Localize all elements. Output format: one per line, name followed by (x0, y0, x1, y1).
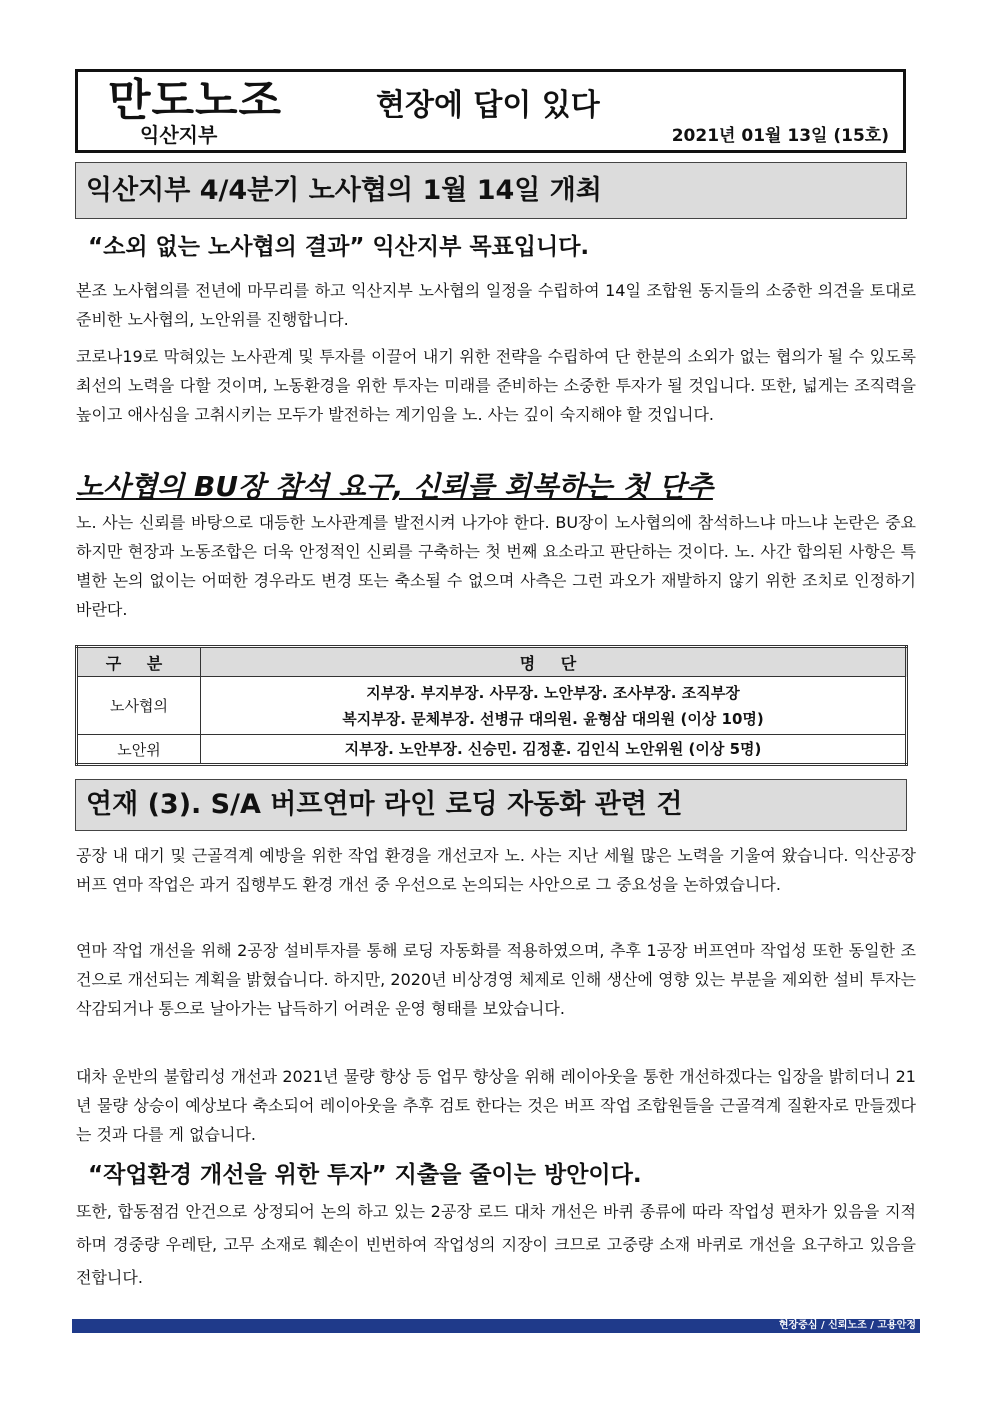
section3-final-paragraph: 또한, 합동점검 안건으로 상정되어 논의 하고 있는 2공장 로드 대차 개선은 바퀴 종류에 따라 작업성 편차가 있음을 지적하며 경중량 우레탄, 고무 소재로 훼손이 빈번하여 작업성의 지장이 크므로 고중량 소재 바퀴로 개선을 요구하고 있음을 전합니다. (76, 1202, 916, 1287)
table-header-row (77, 647, 907, 677)
section3-paragraph-3: 대차 운반의 불합리성 개선과 2021년 물량 향상 등 업무 향상을 위해 레이아웃을 통한 개선하겠다는 입장을 밝히더니 21년 물량 상승이 예상보다 축소되어 레이아웃을 추후 검토 한다는 것은 버프 작업 조합원들을 근골격계 질환자로 만들겠다는 것과 다를 게 없습니다. (76, 1067, 916, 1144)
table-cell-category: 노사협의 (77, 677, 201, 735)
footer-slogan: 현장중심 / 신뢰노조 / 고용안정 (775, 1319, 920, 1333)
table-row (77, 677, 907, 735)
table-cell-names: 지부장. 노안부장. 신승민. 김정훈. 김인식 노안위원 (이상 5명) (201, 735, 907, 765)
section3-paragraph-1: 공장 내 대기 및 근골격계 예방을 위한 작업 환경을 개선코자 노. 사는 지난 세월 많은 노력을 기울여 왔습니다. 익산공장 버프 연마 작업은 과거 집행부도 환경 개선 중 우선으로 논의되는 사안으로 그 중요성을 논하였습니다. (76, 846, 916, 894)
table-cell-names (201, 677, 907, 735)
section1-paragraph-1: 본조 노사협의를 전년에 마무리를 하고 익산지부 노사협의 일정을 수립하여 14일 조합원 동지들의 소중한 의견을 토대로 준비한 노사협의, 노안위를 진행합니다. (76, 281, 916, 329)
slogan: 현장에 답이 있다 (376, 88, 600, 123)
roster-table (75, 645, 908, 766)
section3-paragraph-2: 연마 작업 개선을 위해 2공장 설비투자를 통해 로딩 자동화를 적용하였으며, 추후 1공장 버프연마 작업성 또한 동일한 조건으로 개선되는 계획을 밝혔습니다. 하지만, 2020년 비상경영 체제로 인해 생산에 영향 있는 부분을 제외한 설비 투자는 삭감되거나 통으로 날아가는 납득하기 어려운 운영 형태를 보았습니다. (76, 941, 916, 1018)
table-cell-names-line: 지부장. 부지부장. 사무장. 노안부장. 조사부장. 조직부장 (366, 683, 740, 702)
branch-name: 익산지부 (140, 123, 218, 147)
section2-paragraph: 노. 사는 신뢰를 바탕으로 대등한 노사관계를 발전시켜 나가야 한다. BU장이 노사협의에 참석하느냐 마느냐 논란은 중요하지만 현장과 노동조합은 더욱 안정적인 신뢰를 구축하는 첫 번째 요소라고 판단하는 것이다. 노. 사간 합의된 사항은 특별한 논의 없이는 어떠한 경우라도 변경 또는 축소될 수 없으며 사측은 그런 과오가 재발하지 않기 위한 조치로 인정하기 바란다. (76, 513, 916, 619)
section3-title: 연재 (3). S/A 버프연마 라인 로딩 자동화 관련 건 (75, 779, 907, 831)
table-header-names: 명 단 (201, 647, 907, 677)
union-name: 만도노조 (108, 75, 283, 126)
newsletter-header (75, 69, 906, 153)
section2-title: 노사협의 BU장 참석 요구, 신뢰를 회복하는 첫 단추 (76, 470, 713, 503)
section1-title: 익산지부 4/4분기 노사협의 1월 14일 개최 (75, 162, 907, 219)
section1-paragraph-2: 코로나19로 막혀있는 노사관계 및 투자를 이끌어 내기 위한 전략을 수립하여 단 한분의 소외가 없는 협의가 될 수 있도록 최선의 노력을 다할 것이며, 노동환경을 위한 투자는 미래를 준비하는 소중한 투자가 될 것입니다. 또한, 넓게는 조직력을 높이고 애사심을 고취시키는 모두가 발전하는 계기임을 노. 사는 깊이 숙지해야 할 것입니다. (76, 347, 916, 424)
section1-subhead: “소외 없는 노사협의 결과” 익산지부 목표입니다. (88, 234, 590, 260)
table-header-category: 구 분 (77, 647, 201, 677)
table-row (77, 735, 907, 765)
section3-subhead: “작업환경 개선을 위한 투자” 지출을 줄이는 방안이다. (88, 1162, 642, 1188)
table-cell-names-line: 복지부장. 문체부장. 선병규 대의원. 윤형삼 대의원 (이상 10명) (342, 709, 764, 728)
table-cell-category: 노안위 (77, 735, 201, 765)
issue-date: 2021년 01월 13일 (15호) (671, 126, 889, 146)
